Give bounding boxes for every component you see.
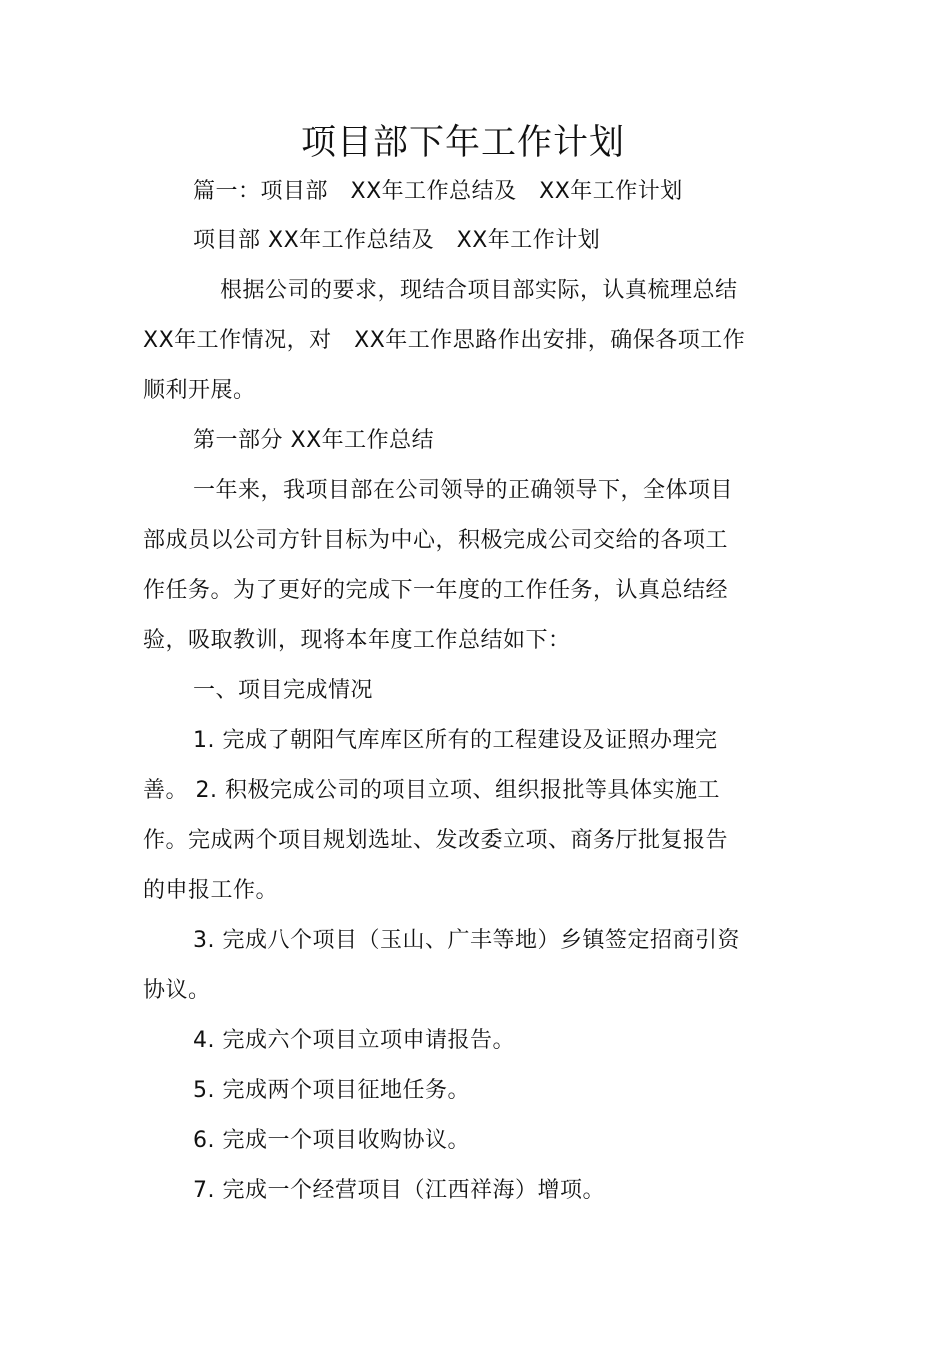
document-line-13: 善。 2. 积极完成公司的项目立项、组织报批等具体实施工	[143, 778, 720, 803]
document-line-20: 6. 完成一个项目收购协议。	[193, 1128, 470, 1153]
document-line-9: 作任务。为了更好的完成下一年度的工作任务，认真总结经	[143, 578, 729, 603]
document-line-14: 作。完成两个项目规划选址、发改委立项、商务厅批复报告	[143, 828, 729, 853]
document-line-15: 的申报工作。	[143, 878, 279, 903]
document-line-21: 7. 完成一个经营项目（江西祥海）增项。	[193, 1178, 605, 1203]
document-line-11: 一、项目完成情况	[193, 678, 374, 703]
document-line-12: 1. 完成了朝阳气库库区所有的工程建设及证照办理完	[193, 728, 718, 753]
document-line-19: 5. 完成两个项目征地任务。	[193, 1078, 470, 1103]
document-line-8: 部成员以公司方针目标为中心，积极完成公司交给的各项工	[143, 528, 729, 553]
document-line-4: XX年工作情况，对 XX年工作思路作出安排，确保各项工作	[143, 328, 746, 353]
document-line-18: 4. 完成六个项目立项申请报告。	[193, 1028, 515, 1053]
document-title: 项目部下年工作计划	[300, 123, 625, 163]
document-line-16: 3. 完成八个项目（玉山、广丰等地）乡镇签定招商引资	[193, 928, 740, 953]
document-line-5: 顺利开展。	[143, 378, 256, 403]
document-line-7: 一年来，我项目部在公司领导的正确领导下，全体项目	[193, 478, 734, 503]
document-line-1: 篇一：项目部 XX年工作总结及 XX年工作计划	[193, 179, 683, 204]
document-line-2: 项目部 XX年工作总结及 XX年工作计划	[193, 228, 601, 253]
document-line-17: 协议。	[143, 978, 211, 1003]
document-line-10: 验，吸取教训，现将本年度工作总结如下：	[143, 628, 571, 653]
document-line-3: 根据公司的要求，现结合项目部实际，认真梳理总结	[220, 278, 738, 303]
document-line-6: 第一部分 XX年工作总结	[193, 428, 435, 453]
